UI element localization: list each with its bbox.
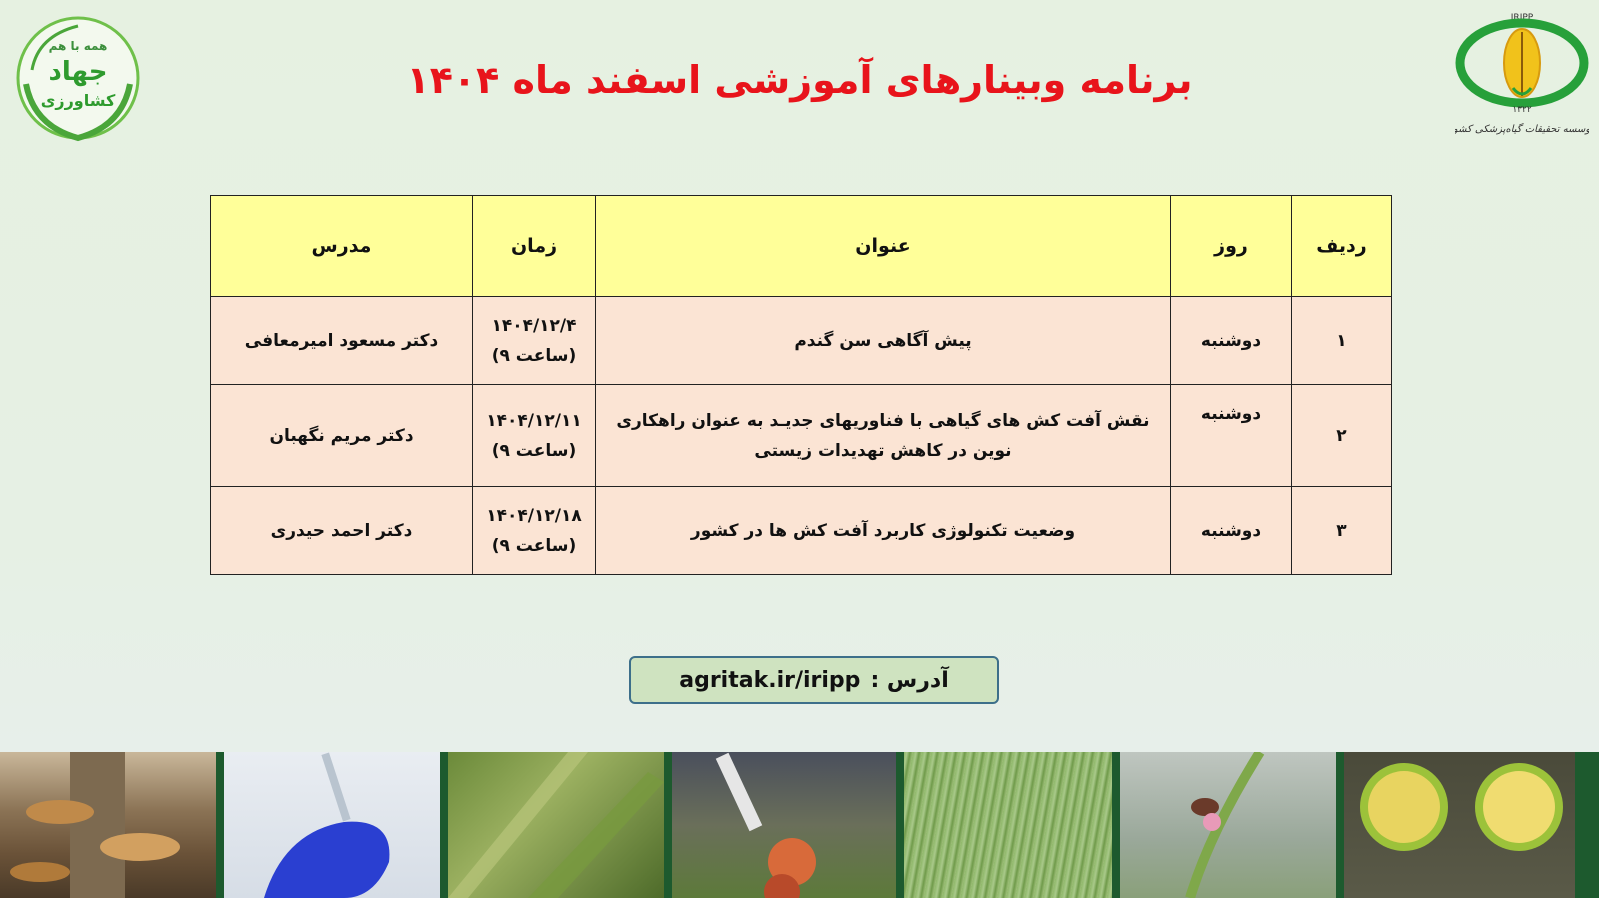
row-day: دوشنبه [1171,385,1292,487]
svg-text:کشاورزی: کشاورزی [40,91,116,110]
page-title: برنامه وبینارهای آموزشی اسفند ماه ۱۴۰۴ [406,58,1193,102]
row-number: ۲ [1292,385,1392,487]
svg-text:همه با هم: همه با هم [48,39,108,53]
row-number: ۳ [1292,487,1392,575]
row-instructor: دکتر مریم نگهبان [211,385,473,487]
iripp-logo [1455,8,1589,138]
row-time [473,385,596,487]
pomegranate-sampling-photo [672,752,896,898]
row-date: ۱۴۰۴/۱۲/۱۸ [486,505,582,526]
gloved-hand-pipette-photo [224,752,440,898]
row-date: ۱۴۰۴/۱۲/۱۱ [486,410,582,431]
svg-text:IRIPP: IRIPP [1510,13,1534,23]
row-topic: وضعیت تکنولوژی کاربرد آفت کش ها در کشور [596,487,1171,575]
row-time [473,297,596,385]
address-url[interactable]: agritak.ir/iripp [679,667,861,693]
header-topic: عنوان [596,196,1171,297]
header-row-number: ردیف [1292,196,1392,297]
header-instructor: مدرس [211,196,473,297]
citrus-halves-photo [1344,752,1575,898]
corn-leaves-photo [448,752,664,898]
row-day: دوشنبه [1171,297,1292,385]
table-row [211,487,1392,575]
header-time: زمان [473,196,596,297]
svg-text:جهاد: جهاد [48,57,108,87]
row-topic: پیش آگاهی سن گندم [596,297,1171,385]
row-hour: (ساعت ۹) [491,345,577,366]
webinar-schedule-table [210,195,1392,575]
table-row [211,297,1392,385]
row-day: دوشنبه [1171,487,1292,575]
address-label: آدرس : [870,667,949,693]
insect-on-stem-photo [1120,752,1336,898]
row-hour: (ساعت ۹) [491,440,577,461]
row-instructor: دکتر مسعود امیرمعافی [211,297,473,385]
svg-text:موسسه تحقیقات گیاه‌پزشکی کشور: موسسه تحقیقات گیاه‌پزشکی کشور [1455,124,1589,135]
address-box [629,656,999,704]
row-hour: (ساعت ۹) [491,535,577,556]
row-instructor: دکتر احمد حیدری [211,487,473,575]
table-row [211,385,1392,487]
svg-text:۱۳۲۲: ۱۳۲۲ [1512,105,1532,115]
header-day: روز [1171,196,1292,297]
wheat-field-photo [904,752,1112,898]
row-time [473,487,596,575]
table-header-row [211,196,1392,297]
row-number: ۱ [1292,297,1392,385]
mushroom-tree-photo [0,752,216,898]
row-date: ۱۴۰۴/۱۲/۴ [491,315,577,336]
photo-strip [0,752,1599,898]
row-topic: نقش آفت کش های گیاهی با فناوریهای جدیـد به عنوان راهکاری نوین در کاهش تهدیدات زیستی [596,385,1171,487]
